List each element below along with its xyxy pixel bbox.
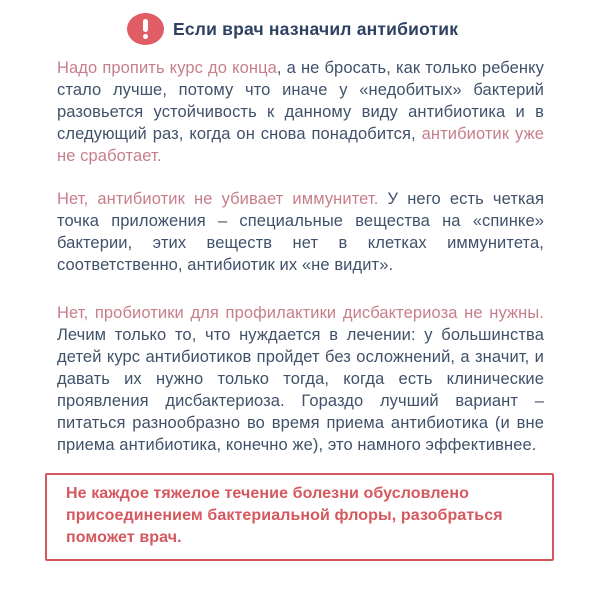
warning-box: [45, 473, 554, 561]
highlight-phrase: антибиотик уже не сработает.: [57, 125, 544, 165]
paragraph-finish-the-course: [57, 57, 544, 167]
content: [0, 46, 600, 456]
infographic-page: [0, 12, 600, 607]
header: [127, 12, 600, 46]
warning-text: Не каждое тяжелое течение болезни обусловлено присоединением бактериальной флоры, разобраться поможет врач.: [66, 485, 503, 546]
highlight-phrase: Надо пропить курс до конца: [57, 59, 277, 77]
body-text: Лечим только то, что нуждается в лечении: у большинства детей курс антибиотиков пройдет без осложнений, а значит, и давать их нужно только тогда, когда есть клинические проявления дисбактериоза. Гораздо лучший вариант – питаться разнообразно во время приема антибиотика (и вне приема антибиотика, конечно же), это намного эффективнее.: [57, 326, 544, 454]
body-text: У него есть четкая точка приложения – специальные вещества на «спинке» бактерии, этих веществ нет в клетках иммунитета, соответственно, антибиотик их «не видит».: [57, 190, 544, 274]
exclamation-dot: [143, 34, 148, 39]
highlight-phrase: Нет, антибиотик не убивает иммунитет.: [57, 190, 379, 208]
exclamation-circle-icon: [127, 13, 164, 45]
body-text: , а не бросать, как только ребенку стало лучше, потому что иначе у «недобитых» бактерий разовьется устойчивость к данному виду антибиотика и в следующий раз, когда он снова понадобится,: [57, 59, 544, 143]
page-title: Если врач назначил антибиотик: [173, 18, 459, 39]
highlight-phrase: Нет, пробиотики для профилактики дисбактериоза не нужны.: [57, 304, 544, 322]
exclamation-bar: [143, 19, 148, 32]
paragraph-probiotics-not-needed: [57, 302, 544, 456]
paragraph-antibiotic-and-immunity: [57, 188, 544, 276]
